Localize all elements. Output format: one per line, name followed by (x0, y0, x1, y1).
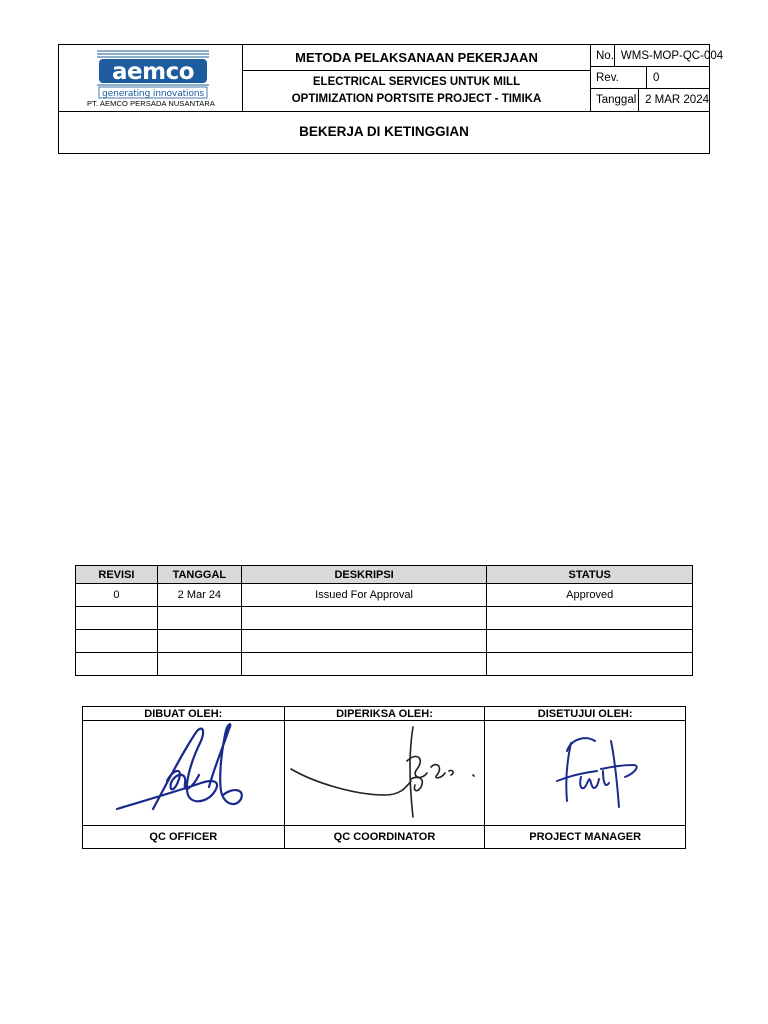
company-name: PT. AEMCO PERSADA NUSANTARA (86, 99, 215, 108)
doc-type: METODA PELAKSANAAN PEKERJAAN (243, 45, 590, 71)
cell-tanggal: 2 Mar 24 (157, 584, 241, 607)
meta-label: No. (591, 45, 615, 66)
cell-revisi (76, 630, 158, 653)
signature-header-prepared: DIBUAT OLEH: (83, 707, 285, 721)
cell-deskripsi (241, 630, 487, 653)
cell-revisi (76, 653, 158, 676)
signature-cell-qc-officer (83, 721, 285, 826)
signature-header-approved: DISETUJUI OLEH: (485, 707, 686, 721)
signature-row (83, 721, 686, 826)
signature-role-row (83, 826, 686, 849)
cell-status (487, 607, 693, 630)
document-title (59, 111, 709, 153)
role-qc-coordinator: QC COORDINATOR (284, 826, 485, 849)
column-header-revisi: REVISI (76, 566, 158, 584)
column-header-tanggal: TANGGAL (157, 566, 241, 584)
signature-cell-project-manager (485, 721, 686, 826)
header-center (243, 45, 591, 111)
cell-status (487, 653, 693, 676)
meta-value: 2 MAR 2024 (645, 94, 709, 106)
project-name (243, 71, 590, 111)
signature-cell-qc-coordinator (284, 721, 485, 826)
role-project-manager: PROJECT MANAGER (485, 826, 686, 849)
column-header-status: STATUS (487, 566, 693, 584)
logo-wordmark: aemco (111, 59, 195, 85)
signature-project-manager (485, 721, 686, 825)
cell-deskripsi: Issued For Approval (241, 584, 487, 607)
project-line-1: ELECTRICAL SERVICES UNTUK MILL (312, 76, 521, 88)
signature-table (82, 706, 686, 849)
column-header-deskripsi: DESKRIPSI (241, 566, 487, 584)
meta-value: 0 (653, 71, 660, 84)
signature-header-row (83, 707, 686, 721)
meta-label: Tanggal (591, 89, 639, 111)
meta-row-revision (591, 67, 709, 89)
signature-qc-coordinator (285, 721, 486, 825)
cell-tanggal (157, 607, 241, 630)
document-title-text: BEKERJA DI KETINGGIAN (299, 124, 469, 139)
logo-cell (59, 45, 243, 111)
cell-revisi (76, 607, 158, 630)
table-row (76, 607, 693, 630)
meta-value: WMS-MOP-QC-004 (620, 49, 724, 62)
revision-table (75, 565, 693, 676)
table-row (76, 653, 693, 676)
document-header (58, 44, 724, 154)
table-header-row (76, 566, 693, 584)
aemco-logo (97, 49, 209, 99)
meta-label: Rev. (591, 67, 647, 88)
meta-row-date (591, 89, 709, 111)
table-row (76, 630, 693, 653)
cell-status: Approved (487, 584, 693, 607)
role-qc-officer: QC OFFICER (83, 826, 285, 849)
cell-tanggal (157, 653, 241, 676)
cell-revisi: 0 (76, 584, 158, 607)
signature-qc-officer (83, 721, 285, 825)
table-row (76, 584, 693, 607)
cell-deskripsi (241, 607, 487, 630)
cell-status (487, 630, 693, 653)
project-line-2: OPTIMIZATION PORTSITE PROJECT - TIMIKA (291, 93, 542, 105)
logo-tagline: generating innovations (102, 88, 204, 99)
meta-row-number (591, 45, 724, 67)
cell-deskripsi (241, 653, 487, 676)
signature-header-checked: DIPERIKSA OLEH: (284, 707, 485, 721)
doc-meta (591, 45, 724, 111)
cell-tanggal (157, 630, 241, 653)
